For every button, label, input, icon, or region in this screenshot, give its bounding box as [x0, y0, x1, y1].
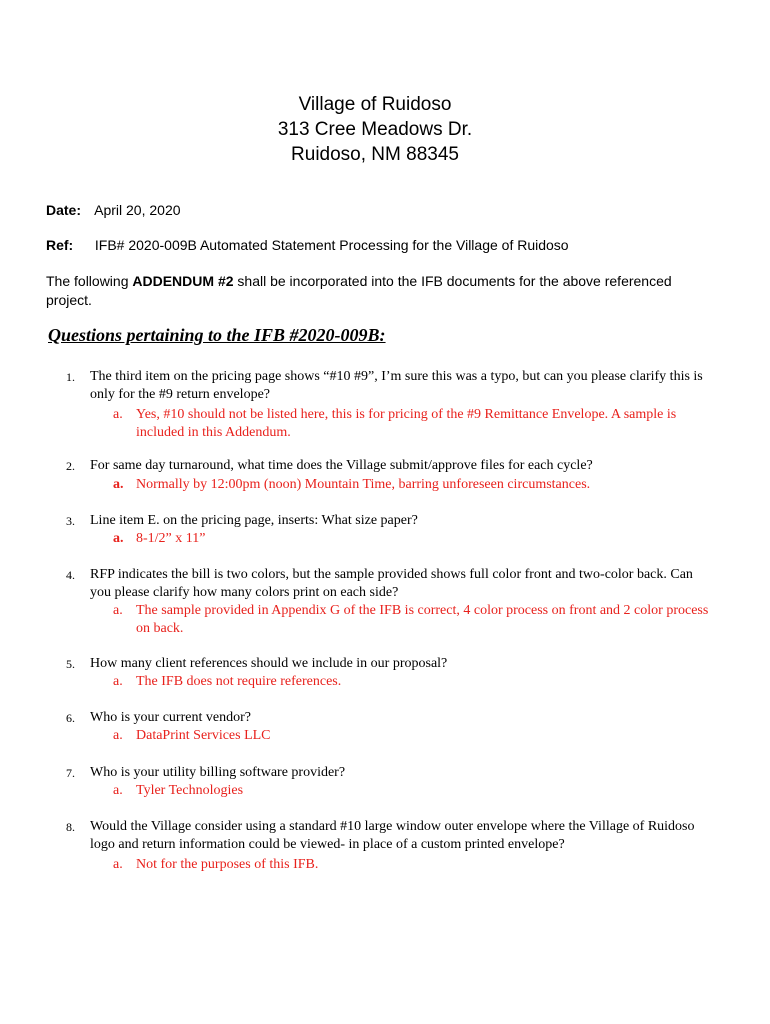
question-number: 1.	[66, 370, 75, 384]
question-number: 3.	[66, 514, 75, 528]
date-label: Date:	[46, 202, 82, 218]
question-number: 7.	[66, 766, 75, 780]
section-heading: Questions pertaining to the IFB #2020-009B:	[48, 325, 386, 345]
question-text: Line item E. on the pricing page, inserts: What size paper?	[90, 513, 418, 528]
question-text: For same day turnaround, what time does the Village submit/approve files for each cycle?	[90, 458, 593, 473]
reference-line	[46, 237, 569, 253]
letterhead	[0, 92, 750, 167]
answer-letter: a.	[113, 728, 123, 743]
ref-label: Ref:	[46, 237, 74, 253]
intro-text-end: shall be incorporated into the IFB documents for the above referenced project.	[46, 273, 672, 308]
answer-text: Not for the purposes of this IFB.	[136, 857, 319, 872]
street-address: 313 Cree Meadows Dr.	[277, 119, 473, 140]
organization-name: Village of Ruidoso	[298, 94, 452, 115]
question-number: 5.	[66, 657, 75, 671]
question-number: 4.	[66, 568, 75, 582]
answer-text: DataPrint Services LLC	[136, 728, 271, 743]
answer-text: Yes, #10 should not be listed here, this is for pricing of the #9 Remittance Envelope. A sample is included in this Addendum.	[136, 407, 677, 440]
answer-letter: a.	[113, 857, 123, 872]
intro-paragraph	[46, 272, 686, 310]
answer-text: Normally by 12:00pm (noon) Mountain Time, barring unforeseen circumstances.	[136, 477, 591, 492]
ref-value: IFB# 2020-009B Automated Statement Processing for the Village of Ruidoso	[94, 237, 569, 253]
question-text: Who is your utility billing software provider?	[90, 765, 346, 780]
answer-text: Tyler Technologies	[136, 783, 244, 798]
answer-text: 8-1/2” x 11”	[136, 531, 206, 546]
answer-letter: a.	[113, 407, 123, 422]
question-text: How many client references should we include in our proposal?	[90, 656, 448, 671]
question-number: 2.	[66, 459, 75, 473]
question-text: Who is your current vendor?	[90, 710, 251, 725]
answer-letter: a.	[113, 783, 123, 798]
answer-letter: a.	[113, 477, 124, 492]
question-number: 6.	[66, 711, 75, 725]
city-state-zip: Ruidoso, NM 88345	[291, 144, 459, 165]
date-line	[46, 202, 181, 218]
date-value: April 20, 2020	[94, 202, 181, 218]
answer-letter: a.	[113, 674, 123, 689]
question-text: The third item on the pricing page shows “#10 #9”, I’m sure this was a typo, but can you please clarify this is only for the #9 return envelope?	[90, 369, 703, 402]
answer-text: The IFB does not require references.	[136, 674, 342, 689]
answer-letter: a.	[113, 531, 124, 546]
addendum-number: ADDENDUM #2	[132, 273, 234, 289]
question-text: RFP indicates the bill is two colors, but the sample provided shows full color front and two-color back. Can you please clarify how many colors print on each side?	[90, 567, 693, 600]
question-number: 8.	[66, 820, 75, 834]
intro-text-start: The following	[46, 273, 133, 289]
answer-letter: a.	[113, 603, 123, 618]
answer-text: The sample provided in Appendix G of the IFB is correct, 4 color process on front and 2 color process on back.	[136, 603, 709, 636]
question-text: Would the Village consider using a standard #10 large window outer envelope where the Village of Ruidoso logo and return information could be viewed- in place of a custom printed envelope?	[90, 819, 695, 852]
